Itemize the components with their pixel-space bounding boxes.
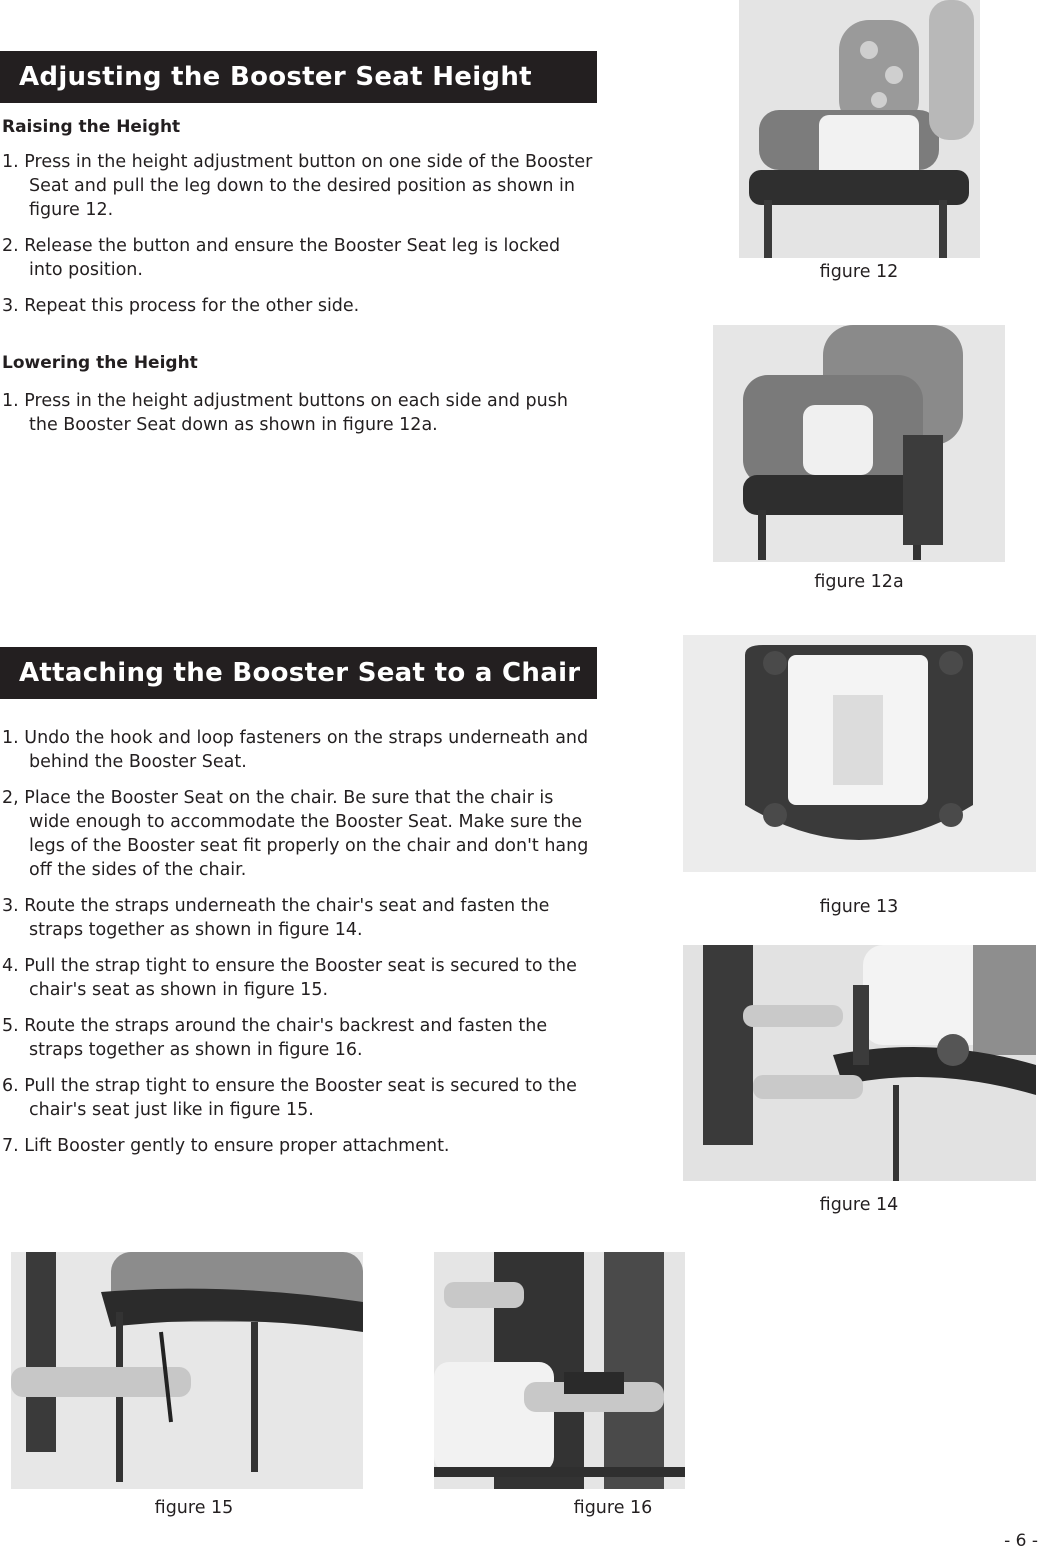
list-item: 3. Route the straps underneath the chair's seat and fasten the straps together as shown in figure 14. (2, 896, 550, 940)
list-item: 5. Route the straps around the chair's backrest and fasten the straps together as shown in figure 16. (2, 1016, 548, 1060)
lowering-height-heading: Lowering the Height (2, 353, 198, 373)
figure-12a-caption: figure 12a (814, 572, 904, 592)
page-number: - 6 - (1004, 1531, 1038, 1551)
figure-15-caption: figure 15 (154, 1498, 234, 1518)
list-item: 1. Press in the height adjustment button on one side of the Booster Seat and pull the leg down to the desired position as shown in figure 12. (2, 152, 593, 220)
raising-height-steps (2, 150, 594, 330)
list-item: 2. Release the button and ensure the Booster Seat leg is locked into position. (2, 236, 561, 280)
section-title-adjusting-height: Adjusting the Booster Seat Height (0, 51, 597, 103)
figure-12a-photo (713, 325, 1005, 562)
list-item: 1. Press in the height adjustment buttons on each side and push the Booster Seat down as shown in figure 12a. (2, 391, 568, 435)
list-item: 4. Pull the strap tight to ensure the Booster seat is secured to the chair's seat as shown in figure 15. (2, 956, 577, 1000)
list-item: 7. Lift Booster gently to ensure proper attachment. (2, 1136, 450, 1156)
raising-height-heading: Raising the Height (2, 117, 181, 137)
list-item: 1. Undo the hook and loop fasteners on the straps underneath and behind the Booster Seat. (2, 728, 589, 772)
figure-12-photo (739, 0, 980, 258)
figure-12-caption: figure 12 (819, 262, 899, 282)
figure-14-caption: figure 14 (819, 1195, 899, 1215)
list-item: 3. Repeat this process for the other side. (2, 296, 360, 316)
list-item: 2, Place the Booster Seat on the chair. Be sure that the chair is wide enough to accommodate the Booster Seat. Make sure the legs of the Booster seat fit properly on the chair and don't hang off the sides of the chair. (2, 788, 589, 880)
attaching-steps (2, 726, 594, 1170)
lowering-height-steps (2, 389, 582, 449)
figure-16-photo (434, 1252, 685, 1489)
figure-16-caption: figure 16 (573, 1498, 653, 1518)
figure-14-photo (683, 945, 1036, 1181)
figure-15-photo (11, 1252, 363, 1489)
figure-13-photo (683, 635, 1036, 872)
list-item: 6. Pull the strap tight to ensure the Booster seat is secured to the chair's seat just like in figure 15. (2, 1076, 577, 1120)
section-title-attaching-chair: Attaching the Booster Seat to a Chair (0, 647, 597, 699)
figure-13-caption: figure 13 (819, 897, 899, 917)
